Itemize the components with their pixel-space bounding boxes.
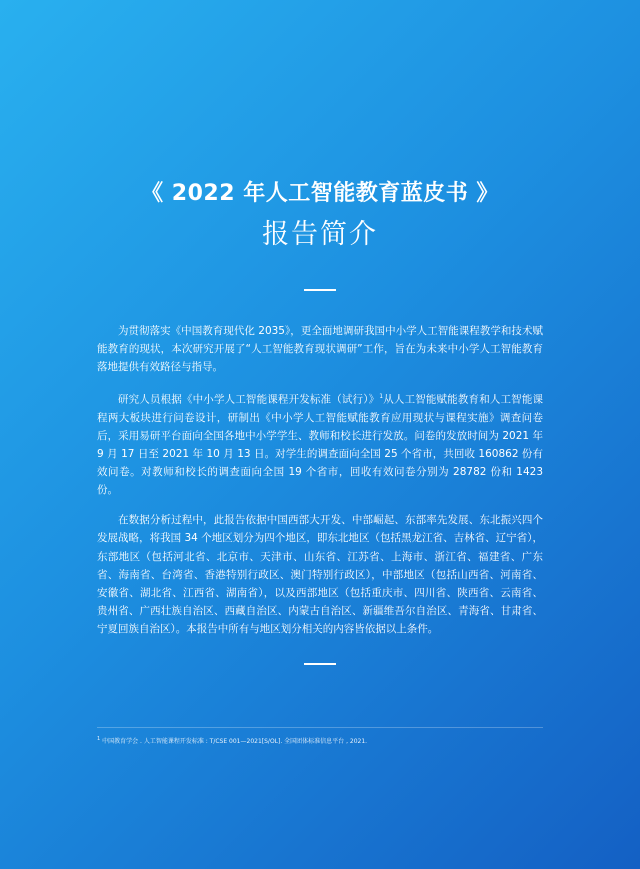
page-subtitle: 报告简介 [262, 219, 378, 250]
footnote-reference: 1 [379, 393, 384, 401]
paragraph-2-text-b: 从人工智能赋能教育和人工智能课程两大板块进行问卷设计，研制出《中小学人工智能赋能教育应用现状与课程实施》调查问卷后，采用易研平台面向全国各地中小学学生、教师和校长进行发放。问卷的发放时间为 2021 年 9 月 17 日至 2021 年 10 月 13 日。对学生的调查面向全国 25 个省市，共回收 160862 份有效问卷。对教师和校长的调查面向全国 19 个省市，回收有效问卷分别为 28782 份和 1423 份。 [97, 393, 544, 497]
closing-divider [304, 663, 336, 665]
paragraph-1: 为贯彻落实《中国教育现代化 2035》，更全面地调研我国中小学人工智能课程教学和技术赋能教育的现状，本次研究开展了“人工智能教育现状调研”工作，旨在为未来中小学人工智能教育落地提供有效路径与指导。 [97, 325, 543, 374]
paragraph-2 [97, 388, 543, 499]
footnote-text: 中国教育学会 . 人工智能课程开发标准 : T/CSE 001—2021[S/OL]. 全国团体标准信息平台 , 2021. [102, 738, 368, 745]
page-title: 《 2022 年人工智能教育蓝皮书 》 [141, 181, 499, 206]
body-text [97, 322, 543, 650]
title-divider [304, 289, 336, 291]
paragraph-2-text-a: 研究人员根据《中小学人工智能课程开发标准（试行）》 [118, 393, 380, 406]
footnote [97, 735, 543, 746]
footnote-marker: 1 [97, 736, 101, 742]
footnote-separator [97, 727, 543, 728]
paragraph-3: 在数据分析过程中，此报告依据中国西部大开发、中部崛起、东部率先发展、东北振兴四个发展战略，将我国 34 个地区划分为四个地区，即东北地区（包括黑龙江省、吉林省、辽宁省），东部地区（包括河北省、北京市、天津市、山东省、江苏省、上海市、浙江省、福建省、广东省、海南省、台湾省、香港特别行政区、澳门特别行政区），中部地区（包括山西省、河南省、安徽省、湖北省、江西省、湖南省），以及西部地区（包括重庆市、四川省、陕西省、云南省、贵州省、广西壮族自治区、西藏自治区、内蒙古自治区、新疆维吾尔自治区、青海省、甘肃省、宁夏回族自治区）。本报告中所有与地区划分相关的内容皆依据以上条件。 [97, 514, 543, 635]
